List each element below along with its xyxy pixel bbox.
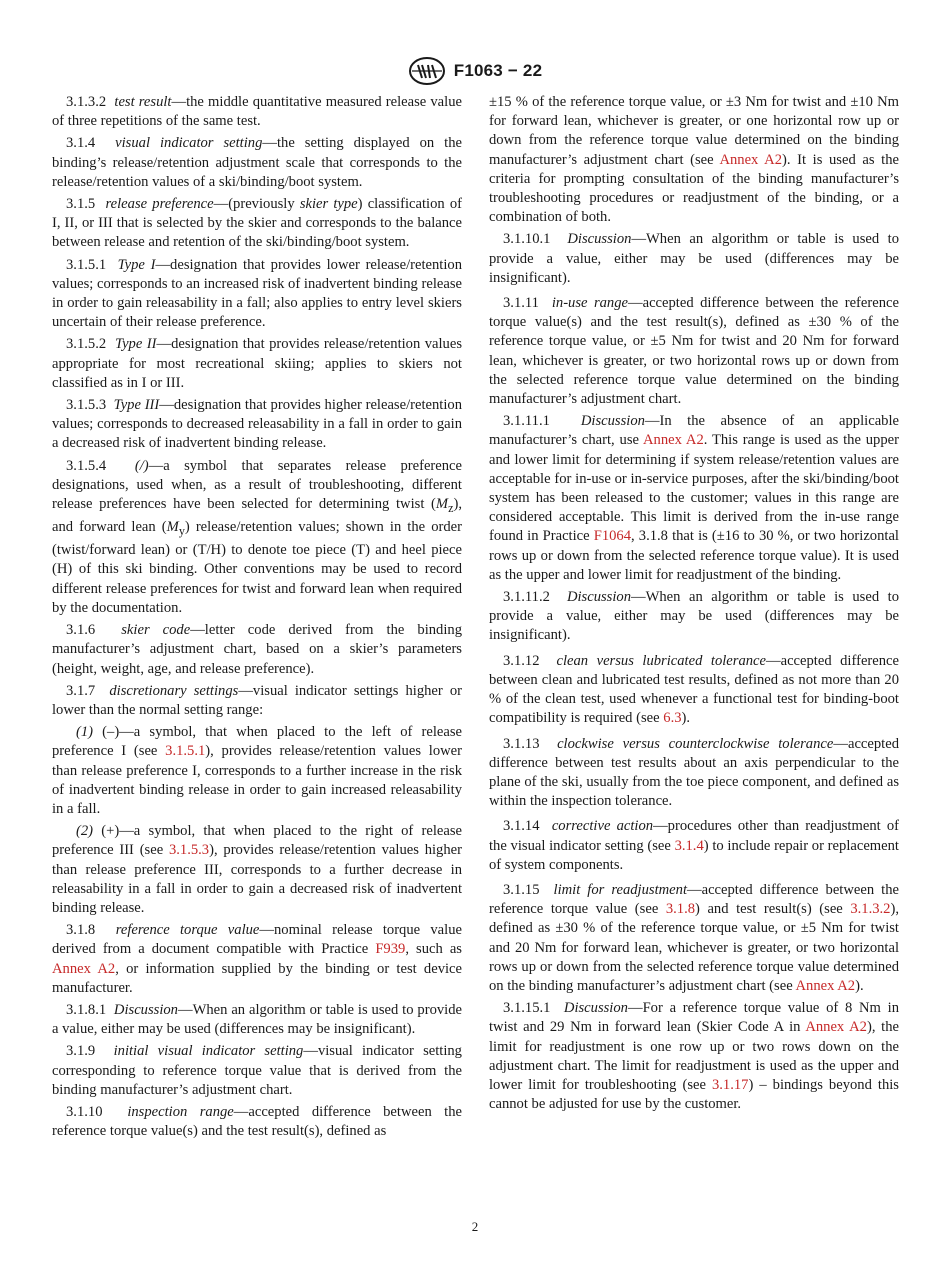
link-3-1-8[interactable]: 3.1.8 bbox=[665, 901, 696, 918]
left-column bbox=[52, 93, 462, 1144]
para-3-1-5-3: 3.1.5.3 Type III—designation that provides higher release/retention values; corresponds to decreased releasability in a fall in order to gain a decreased risk of inadvertent binding release. bbox=[52, 397, 463, 452]
para-3-1-7-2: (2) (+)—a symbol, that when placed to the right of release preference III (see 3.1.5.3), provides release/retention values higher than release preference III, corresponds to a further decrease in releasability in a fall in order to gain a decreased risk of inadvertent binding release. bbox=[52, 823, 462, 916]
para-3-1-5-4: 3.1.5.4 (/)—a symbol that separates release preference designations, used when, as a result of troubleshooting, different release preferences have been selected for determining twist $(M_z)$, and forward lean $(M_y)$ release/retention values; shown in the order (twist/forward lean) or (T/H) to denote toe piece (T) and heel piece (H) of this ski binding. Other conventions may be used to record different release preferences for twist and forward lean when required by the documentation. bbox=[52, 457, 463, 616]
link-annex-a2[interactable]: Annex A2 bbox=[643, 432, 704, 449]
link-3-1-5-3[interactable]: 3.1.5.3 bbox=[168, 842, 210, 859]
link-3-1-4[interactable]: 3.1.4 bbox=[674, 837, 704, 854]
para-3-1-5-2: 3.1.5.2 Type II—designation that provides release/retention values appropriate for most recreational skiing; applies to skiers not classified as in I or III. bbox=[52, 336, 462, 391]
para-3-1-6: 3.1.6 skier code—letter code derived from the binding manufacturer’s adjustment chart, based on a skier’s parameters (height, weight, age, and release preference). bbox=[52, 622, 463, 677]
para-3-1-10-cont: ±15 % of the reference torque value, or ±3 Nm for twist and ±10 Nm for forward lean, whichever is greater, or one horizontal row up or down from the reference torque value determined on the binding manufacturer’s adjustment chart (see Annex A2). It is used as the criteria for prompting consultation of the binding manufacturer’s troubleshooting procedures or readjustment of the binding, or a combination of both. bbox=[489, 94, 899, 226]
para-3-1-10: 3.1.10 inspection range—accepted difference between the reference torque value(s) and the test result(s), defined as bbox=[52, 1103, 462, 1140]
para-3-1-7: 3.1.7 discretionary settings—visual indicator settings higher or lower than the normal setting range: bbox=[52, 682, 463, 718]
para-3-1-11-1: 3.1.11.1 Discussion—In the absence of an applicable manufacturer’s chart, use Annex A2. This range is used as the upper and lower limit for determining if system release/retention values are acceptable for in-use or in-service purposes, after the ski/binding/boot system has been released to the customer; values in this range are considered acceptable. This limit is derived from the in-use range found in Practice F1064, 3.1.8 that is (±16 to 30 %, or two horizontal rows up or down from the selected reference torque value). It is used as the upper and lower limit for readjustment of the binding. bbox=[489, 413, 899, 583]
para-3-1-14: 3.1.14 corrective action—procedures other than readjustment of the visual indicator setting (see 3.1.4) to include repair or replacement of system components. bbox=[489, 818, 899, 873]
link-annex-a2[interactable]: Annex A2 bbox=[52, 960, 116, 977]
para-3-1-15: 3.1.15 limit for readjustment—accepted difference between the reference torque value (see 3.1.8) and test result(s) (see 3.1.3.2), defined as ±30 % of the reference torque value, or ±5 Nm for twist and 20 Nm for forward lean, whichever is greater, or two horizontal rows up or down from the selected reference torque value determined on the binding manufacturer’s adjustment chart (see Annex A2). bbox=[489, 881, 899, 994]
right-column bbox=[489, 93, 899, 1117]
page-number: 2 bbox=[471, 1219, 479, 1234]
link-f1064[interactable]: F1064 bbox=[593, 528, 632, 545]
para-3-1-11: 3.1.11 in-use range—accepted difference between the reference torque value(s) and the test result(s), defined as ±30 % of the reference torque value, or ±5 Nm for twist and 20 Nm for forward lean, whichever is greater, or two horizontal rows up or down from the selected reference torque value determined on the binding manufacturer’s adjustment chart. bbox=[489, 295, 899, 408]
para-3-1-4: 3.1.4 visual indicator setting—the setting displayed on the binding’s release/retention adjustment scale that corresponds to the release/retention values of a ski/binding/boot system. bbox=[52, 135, 462, 190]
para-3-1-12: 3.1.12 clean versus lubricated tolerance—accepted difference between clean and lubricated test results, defined as not more than 20 % of the clean test, used whenever a functional test for binding-boot compatibility is required (see 6.3). bbox=[489, 652, 900, 727]
para-3-1-8-1: 3.1.8.1 Discussion—When an algorithm or table is used to provide a value, either may be used (differences may be insignificant). bbox=[52, 1001, 462, 1038]
astm-logo-icon bbox=[408, 56, 446, 86]
link-3-1-3-2[interactable]: 3.1.3.2 bbox=[850, 901, 891, 918]
page-header bbox=[0, 56, 950, 86]
para-3-1-10-1: 3.1.10.1 Discussion—When an algorithm or table is used to provide a value, either may be used (differences may be insignificant). bbox=[489, 231, 899, 286]
para-3-1-13: 3.1.13 clockwise versus counterclockwise tolerance—accepted difference between test results about an axis perpendicular to the plane of the ski, usually from the toe piece component, and defined as within the inspection tolerance. bbox=[489, 735, 900, 810]
link-annex-a2[interactable]: Annex A2 bbox=[795, 977, 856, 994]
link-6-3[interactable]: 6.3 bbox=[663, 710, 682, 727]
link-3-1-5-1[interactable]: 3.1.5.1 bbox=[165, 743, 206, 760]
link-3-1-17[interactable]: 3.1.17 bbox=[711, 1076, 749, 1093]
para-3-1-5: 3.1.5 release preference—(previously skier type) classification of I, II, or III that is selected by the skier and corresponds to the balance between release and retention of the ski/binding/boot system. bbox=[52, 196, 463, 251]
link-annex-a2[interactable]: Annex A2 bbox=[805, 1019, 867, 1036]
link-f939[interactable]: F939 bbox=[375, 941, 406, 958]
para-3-1-15-1: 3.1.15.1 Discussion—For a reference torque value of 8 Nm in twist and 29 Nm in forward lean (Skier Code A in Annex A2), the limit for readjustment is one row up or two rows down on the adjustment chart. The limit for readjustment is used as the upper and lower limit for troubleshooting (see 3.1.17) – bindings beyond this cannot be adjusted for use by the customer. bbox=[489, 1000, 899, 1113]
document-number: F1063 − 22 bbox=[453, 61, 543, 80]
para-3-1-11-2: 3.1.11.2 Discussion—When an algorithm or table is used to provide a value, either may be used (differences may be insignificant). bbox=[489, 589, 900, 644]
para-3-1-7-1: (1) (–)—a symbol, that when placed to the left of release preference I (see 3.1.5.1), provides release/retention values lower than release preference I, corresponds to a further increase in the risk of inadvertent binding release in order to gain increased releasability in a fall. bbox=[52, 724, 462, 817]
para-3-1-3-2: 3.1.3.2 test result—the middle quantitative measured release value of three repetitions of the same test. bbox=[52, 94, 462, 130]
para-3-1-8: 3.1.8 reference torque value—nominal release torque value derived from a document compatible with Practice F939, such as Annex A2, or information supplied by the binding or test device manufacturer. bbox=[52, 922, 463, 996]
link-annex-a2[interactable]: Annex A2 bbox=[719, 151, 782, 168]
para-3-1-5-1: 3.1.5.1 Type I—designation that provides lower release/retention values; corresponds to an increased risk of inadvertent binding release in order to gain releasability in a fall; also applies to entry level skiers uncertain of their release preference. bbox=[52, 256, 462, 331]
para-3-1-9: 3.1.9 initial visual indicator setting—visual indicator setting corresponding to reference torque value that is derived from the binding manufacturer’s adjustment chart. bbox=[52, 1043, 462, 1098]
